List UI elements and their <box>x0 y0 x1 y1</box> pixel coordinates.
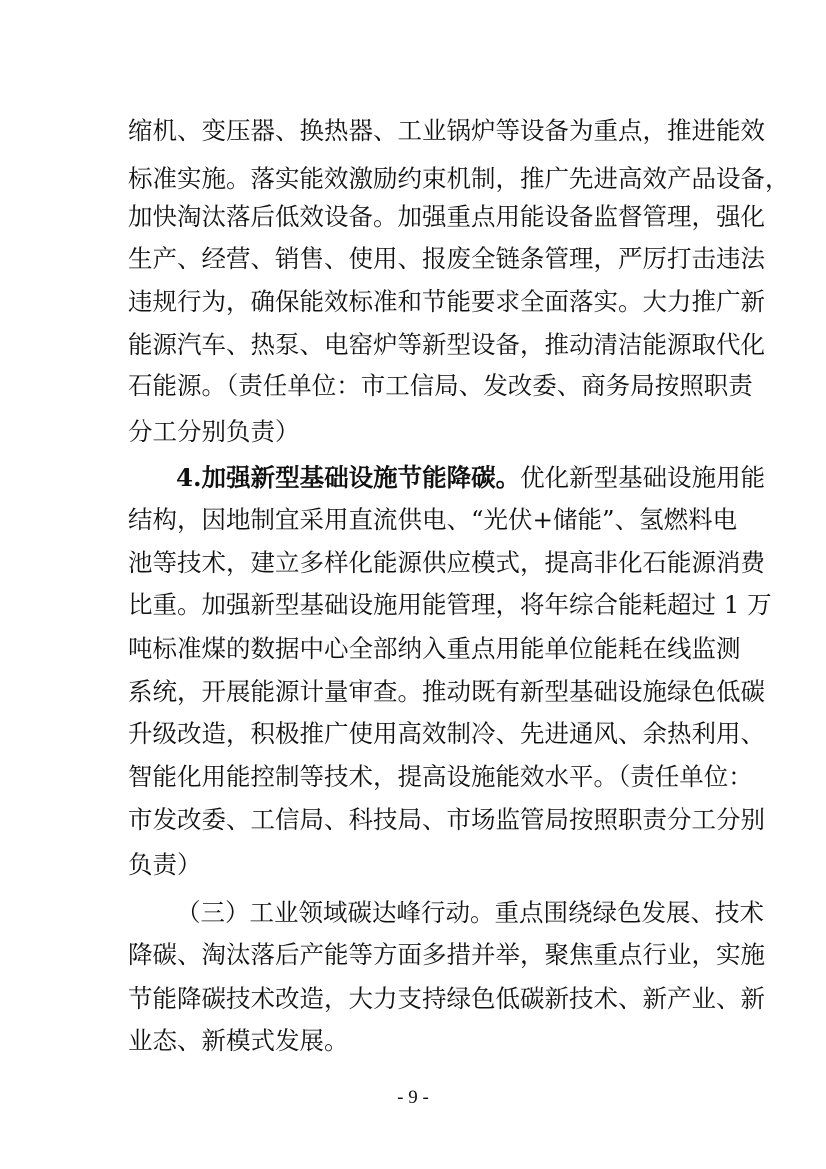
paragraph-3-first-line: （三）工业领域碳达峰行动。重点围绕绿色发展、技术 <box>176 898 764 927</box>
paragraph-2-line: 负责） <box>128 850 202 879</box>
paragraph-1-line: 加快淘汰落后低效设备。加强重点用能设备监督管理，强化 <box>128 202 765 231</box>
paragraph-1-line: 违规行为，确保能效标准和节能要求全面落实。大力推广新 <box>128 287 765 316</box>
page-number: - 9 - <box>397 1087 429 1108</box>
paragraph-2-line: 市发改委、工信局、科技局、市场监管局按照职责分工分别 <box>128 805 765 834</box>
paragraph-2-line: 比重。加强新型基础设施用能管理，将年综合能耗超过 1 万 <box>128 590 772 619</box>
paragraph-2-line: 智能化用能控制等技术，提高设施能效水平。（责任单位： <box>128 762 753 791</box>
paragraph-1-line: 标准实施。落实能效激励约束机制，推广先进高效产品设备， <box>128 164 790 193</box>
paragraph-1-line: 缩机、变压器、换热器、工业锅炉等设备为重点，推进能效 <box>128 116 765 145</box>
paragraph-2-line: 池等技术，建立多样化能源供应模式，提高非化石能源消费 <box>128 548 765 577</box>
paragraph-1-line: 能源汽车、热泵、电窑炉等新型设备，推动清洁能源取代化 <box>128 330 765 359</box>
paragraph-2-line: 系统，开展能源计量审查。推动既有新型基础设施绿色低碳 <box>128 677 765 706</box>
paragraph-2-first-line <box>176 458 766 498</box>
paragraph-2-first-line-text: 优化新型基础设施用能 <box>520 463 766 492</box>
paragraph-2-line: 结构，因地制宜采用直流供电、“光伏+储能”、氢燃料电 <box>128 505 738 534</box>
paragraph-1-line: 石能源。（责任单位：市工信局、发改委、商务局按照职责 <box>128 371 753 400</box>
paragraph-3-line: 业态、新模式发展。 <box>128 1026 349 1055</box>
section-heading: 4.加强新型基础设施节能降碳。 <box>176 463 521 492</box>
paragraph-1-line: 生产、经营、销售、使用、报废全链条管理，严厉打击违法 <box>128 244 765 273</box>
paragraph-2-line: 升级改造，积极推广使用高效制冷、先进通风、余热利用、 <box>128 719 765 748</box>
paragraph-1-line: 分工分别负责） <box>128 417 300 446</box>
paragraph-2-line: 吨标准煤的数据中心全部纳入重点用能单位能耗在线监测 <box>128 634 741 663</box>
paragraph-3-line: 降碳、淘汰落后产能等方面多措并举，聚焦重点行业，实施 <box>128 940 765 969</box>
paragraph-3-line: 节能降碳技术改造，大力支持绿色低碳新技术、新产业、新 <box>128 984 765 1013</box>
